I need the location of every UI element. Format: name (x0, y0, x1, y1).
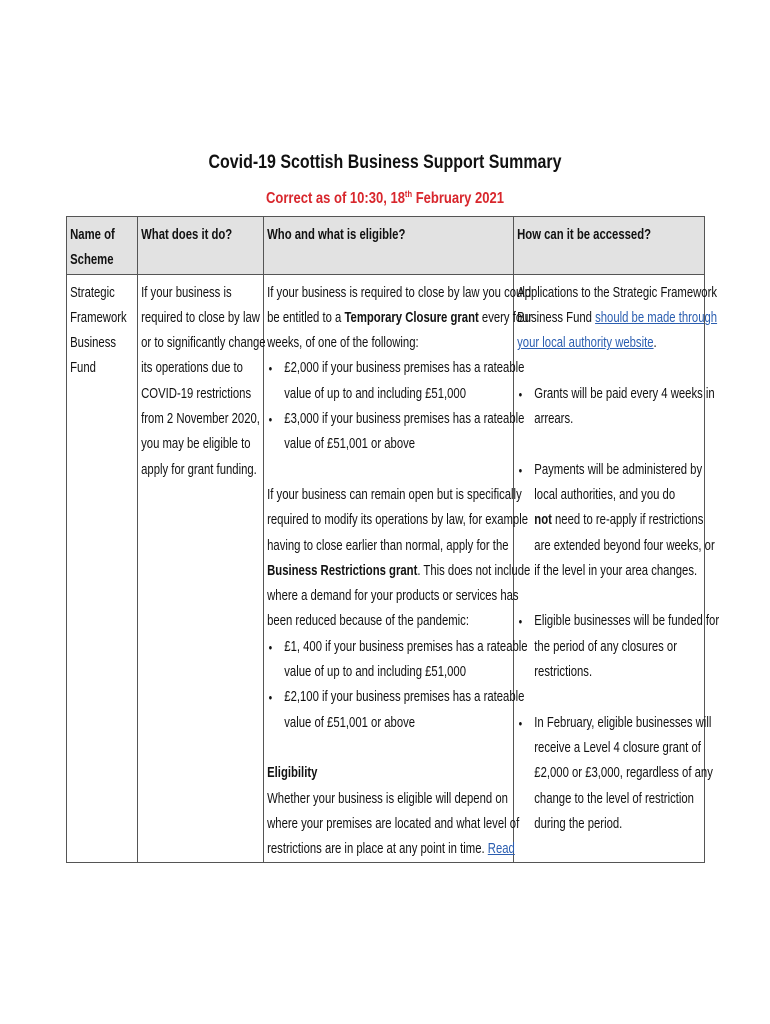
text-line: where a demand for your products or services has (267, 588, 519, 605)
text-line (534, 508, 704, 533)
eligibility-heading: Eligibility (267, 765, 318, 782)
text-run: . This does not include (417, 562, 531, 579)
header-label: What does it do? (141, 227, 233, 243)
text-line: If your business is required to close by law you could (267, 284, 532, 301)
text-line: from 2 November 2020, (141, 411, 260, 428)
text-line: • £3,000 if your business premises has a rateable (284, 411, 525, 428)
header-what-does-it-do (138, 217, 264, 275)
list-item (267, 407, 525, 458)
list-item (517, 609, 720, 685)
text-line: where your premises are located and what level of (267, 815, 520, 832)
text-line: • Grants will be paid every 4 weeks in (534, 385, 715, 402)
eligibility-text (264, 275, 533, 863)
text-line: value of up to and including £51,000 (284, 385, 467, 402)
business-restrictions-grant-term: Business Restrictions grant (267, 562, 418, 579)
text-line: having to close earlier than normal, apply for the (267, 537, 509, 554)
list-item (267, 685, 525, 736)
table-header-row (67, 217, 705, 275)
text-line: If your business is (141, 284, 232, 301)
text-line (267, 559, 531, 584)
header-label: Name of Scheme (70, 227, 115, 269)
text-line: Framework (70, 309, 127, 326)
text-run: every four (478, 309, 533, 326)
header-label: Who and what is eligible? (267, 227, 406, 243)
restrictions-grant-amounts-list (267, 635, 528, 736)
list-item (517, 711, 713, 837)
scheme-name-text (67, 275, 127, 382)
text-line (517, 331, 662, 356)
text-line: • £2,100 if your business premises has a rateable (284, 689, 525, 706)
list-item (517, 458, 715, 584)
header-label: How can it be accessed? (517, 227, 652, 243)
emphasis-not: not (534, 512, 552, 529)
text-line: required to close by law (141, 309, 260, 326)
text-line: required to modify its operations by law, for example (267, 512, 529, 529)
how-accessed-text (514, 275, 720, 838)
text-line: value of £51,001 or above (284, 436, 416, 453)
table-row (67, 274, 705, 863)
text-line: • £1, 400 if your business premises has a rateable (284, 638, 528, 655)
text-line: £2,000 or £3,000, regardless of any (534, 765, 713, 782)
subtitle-superscript: th (404, 189, 413, 199)
text-run: need to re-apply if restrictions (551, 512, 704, 529)
text-run: . (653, 335, 657, 352)
text-run: restrictions are in place at any point in time. (267, 841, 488, 858)
text-line: you may be eligible to (141, 436, 251, 453)
subtitle-prefix: Correct as of 10:30, 18 (265, 190, 405, 208)
document-subtitle (62, 189, 709, 208)
cell-scheme-name (67, 274, 138, 863)
text-run: be entitled to a (267, 309, 345, 326)
text-line: • Eligible businesses will be funded for (534, 613, 720, 630)
text-line: restrictions. (534, 664, 593, 681)
text-line (267, 837, 515, 862)
support-summary-table (66, 216, 720, 863)
text-line: Whether your business is eligible will depend on (267, 790, 508, 807)
access-details-list (517, 711, 713, 837)
text-line: Strategic (70, 284, 115, 301)
text-line: value of up to and including £51,000 (284, 664, 467, 681)
text-line: weeks, of one of the following: (267, 335, 419, 352)
text-line: change to the level of restriction (534, 790, 694, 807)
cell-what-it-does (138, 274, 264, 863)
cell-how-accessed (514, 274, 720, 863)
cell-eligibility (264, 274, 533, 863)
text-line: arrears. (534, 411, 574, 428)
what-it-does-text (138, 275, 266, 483)
text-line: during the period. (534, 815, 623, 832)
text-line: receive a Level 4 closure grant of (534, 739, 701, 756)
text-line: if the level in your area changes. (534, 562, 698, 579)
header-name-of-scheme (67, 217, 138, 275)
text-line (517, 306, 718, 331)
header-who-is-eligible (264, 217, 514, 275)
text-line: or to significantly change (141, 335, 266, 352)
access-details-list (517, 609, 720, 685)
text-line: If your business can remain open but is specifically (267, 486, 522, 503)
text-run: Business Fund (517, 309, 596, 326)
text-line: Applications to the Strategic Framework (517, 284, 718, 301)
local-authority-link[interactable]: your local authority website (517, 335, 654, 352)
text-line: local authorities, and you do (534, 486, 676, 503)
text-line: the period of any closures or (534, 638, 677, 655)
text-line: its operations due to (141, 360, 243, 377)
document-title: Covid-19 Scottish Business Support Summary (208, 152, 562, 173)
text-line: apply for grant funding. (141, 461, 257, 478)
header-how-accessed (514, 217, 705, 275)
text-line: been reduced because of the pandemic: (267, 613, 469, 630)
text-line: Fund (70, 360, 96, 377)
temporary-closure-grant-term: Temporary Closure grant (344, 309, 479, 326)
list-item (267, 635, 528, 686)
subtitle-suffix: February 2021 (412, 190, 505, 208)
text-line: • In February, eligible businesses will (534, 714, 712, 731)
text-line: Business (70, 335, 117, 352)
text-line (267, 306, 533, 331)
access-details-list (517, 382, 715, 433)
text-line: are extended beyond four weeks, or (534, 537, 715, 554)
closure-grant-amounts-list (267, 356, 525, 457)
access-details-list (517, 458, 715, 584)
text-line: • £2,000 if your business premises has a rateable (284, 360, 525, 377)
list-item (267, 356, 525, 407)
text-line: value of £51,001 or above (284, 714, 416, 731)
read-more-link[interactable]: Read (487, 841, 515, 858)
text-line: COVID-19 restrictions (141, 385, 252, 402)
text-line: • Payments will be administered by (534, 461, 703, 478)
list-item (517, 382, 715, 433)
local-authority-link[interactable]: should be made through (595, 309, 718, 326)
